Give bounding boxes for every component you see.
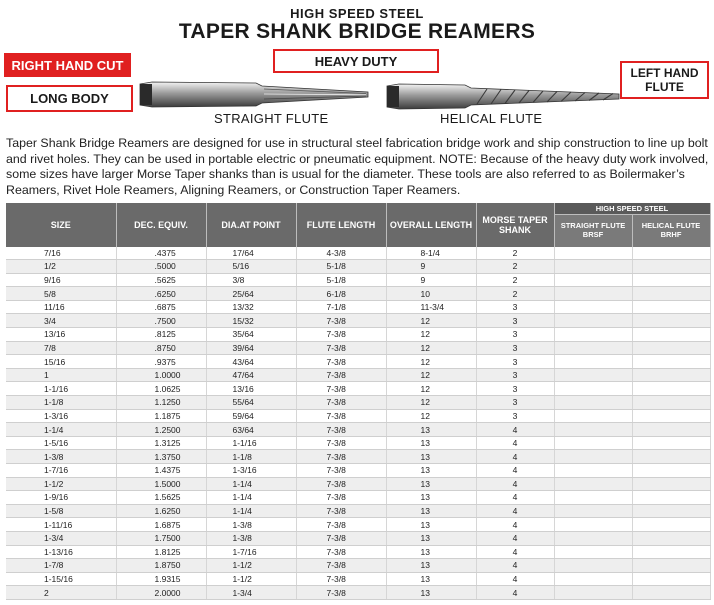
table-row	[6, 436, 710, 450]
straight-flute-cell	[554, 287, 632, 301]
helical-flute-cell	[632, 518, 710, 532]
helical-flute-cell	[632, 436, 710, 450]
size-cell: 1-5/8	[6, 504, 116, 518]
helical-flute-cell	[632, 341, 710, 355]
table-row	[6, 531, 710, 545]
flute-length-cell: 7-3/8	[296, 586, 386, 600]
overall-length-cell: 9	[386, 273, 476, 287]
table-body	[6, 247, 710, 600]
col-header-morse-taper-shank: MORSE TAPER SHANK	[476, 203, 554, 247]
dia-at-point-cell: 47/64	[206, 368, 296, 382]
straight-flute-cell	[554, 464, 632, 478]
size-cell: 3/4	[6, 314, 116, 328]
flute-length-cell: 7-3/8	[296, 491, 386, 505]
overall-length-cell: 13	[386, 504, 476, 518]
dec-equiv-cell: .8750	[116, 341, 206, 355]
dec-equiv-cell: .4375	[116, 247, 206, 260]
overall-length-cell: 12	[386, 314, 476, 328]
dec-equiv-cell: 1.0625	[116, 382, 206, 396]
morse-taper-cell: 3	[476, 355, 554, 369]
size-cell: 5/8	[6, 287, 116, 301]
dia-at-point-cell: 1-1/4	[206, 504, 296, 518]
reamer-spec-table	[6, 203, 711, 600]
overall-length-cell: 12	[386, 382, 476, 396]
straight-flute-cell	[554, 491, 632, 505]
morse-taper-cell: 3	[476, 341, 554, 355]
helical-flute-cell	[632, 559, 710, 573]
table-row	[6, 314, 710, 328]
helical-flute-cell	[632, 586, 710, 600]
flute-length-cell: 7-3/8	[296, 314, 386, 328]
size-cell: 15/16	[6, 355, 116, 369]
overall-length-cell: 9	[386, 260, 476, 274]
table-row	[6, 423, 710, 437]
table-row	[6, 396, 710, 410]
flute-length-cell: 7-3/8	[296, 396, 386, 410]
dec-equiv-cell: 1.6875	[116, 518, 206, 532]
straight-flute-cell	[554, 518, 632, 532]
table-row	[6, 260, 710, 274]
dec-equiv-cell: .6875	[116, 300, 206, 314]
dec-equiv-cell: .8125	[116, 328, 206, 342]
dia-at-point-cell: 1-7/16	[206, 545, 296, 559]
size-cell: 1-9/16	[6, 491, 116, 505]
size-cell: 13/16	[6, 328, 116, 342]
morse-taper-cell: 2	[476, 247, 554, 260]
table-row	[6, 477, 710, 491]
size-cell: 7/16	[6, 247, 116, 260]
straight-flute-cell	[554, 423, 632, 437]
overall-length-cell: 13	[386, 464, 476, 478]
overall-length-cell: 12	[386, 341, 476, 355]
dec-equiv-cell: 1.4375	[116, 464, 206, 478]
dia-at-point-cell: 39/64	[206, 341, 296, 355]
size-cell: 11/16	[6, 300, 116, 314]
overall-length-cell: 13	[386, 518, 476, 532]
straight-flute-cell	[554, 368, 632, 382]
helical-flute-cell	[632, 314, 710, 328]
size-cell: 1-3/8	[6, 450, 116, 464]
straight-flute-cell	[554, 328, 632, 342]
dia-at-point-cell: 13/32	[206, 300, 296, 314]
straight-flute-caption: STRAIGHT FLUTE	[214, 111, 329, 126]
overall-length-cell: 8-1/4	[386, 247, 476, 260]
flute-length-cell: 7-3/8	[296, 341, 386, 355]
dia-at-point-cell: 1-3/8	[206, 518, 296, 532]
helical-flute-cell	[632, 423, 710, 437]
col-header-dec-equiv: DEC. EQUIV.	[116, 203, 206, 247]
dia-at-point-cell: 1-3/16	[206, 464, 296, 478]
flute-length-cell: 7-3/8	[296, 355, 386, 369]
col-header-size: SIZE	[6, 203, 116, 247]
dia-at-point-cell: 35/64	[206, 328, 296, 342]
size-cell: 1	[6, 368, 116, 382]
table-row	[6, 559, 710, 573]
straight-flute-cell	[554, 545, 632, 559]
flute-length-cell: 7-3/8	[296, 572, 386, 586]
helical-flute-cell	[632, 491, 710, 505]
right-hand-cut-badge: RIGHT HAND CUT	[4, 53, 131, 77]
dia-at-point-cell: 5/16	[206, 260, 296, 274]
overall-length-cell: 13	[386, 450, 476, 464]
morse-taper-cell: 4	[476, 559, 554, 573]
table-row	[6, 572, 710, 586]
dia-at-point-cell: 55/64	[206, 396, 296, 410]
size-cell: 1-3/4	[6, 531, 116, 545]
straight-flute-cell	[554, 409, 632, 423]
morse-taper-cell: 4	[476, 436, 554, 450]
table-row	[6, 273, 710, 287]
overall-length-cell: 13	[386, 436, 476, 450]
overall-length-cell: 13	[386, 531, 476, 545]
flute-length-cell: 7-3/8	[296, 436, 386, 450]
col-header-dia-at-point: DIA.AT POINT	[206, 203, 296, 247]
table-row	[6, 368, 710, 382]
morse-taper-cell: 4	[476, 545, 554, 559]
morse-taper-cell: 4	[476, 518, 554, 532]
dec-equiv-cell: 1.8750	[116, 559, 206, 573]
morse-taper-cell: 3	[476, 396, 554, 410]
straight-flute-reamer-image	[138, 78, 370, 112]
table-row	[6, 464, 710, 478]
dec-equiv-cell: 1.9315	[116, 572, 206, 586]
dec-equiv-cell: 1.0000	[116, 368, 206, 382]
dec-equiv-cell: 1.6250	[116, 504, 206, 518]
size-cell: 1-7/8	[6, 559, 116, 573]
straight-flute-cell	[554, 396, 632, 410]
overall-length-cell: 12	[386, 328, 476, 342]
flute-length-cell: 5-1/8	[296, 273, 386, 287]
flute-length-cell: 7-3/8	[296, 409, 386, 423]
table-row	[6, 545, 710, 559]
helical-flute-cell	[632, 382, 710, 396]
overall-length-cell: 13	[386, 545, 476, 559]
morse-taper-cell: 2	[476, 287, 554, 301]
dec-equiv-cell: 1.7500	[116, 531, 206, 545]
overall-length-cell: 13	[386, 423, 476, 437]
flute-length-cell: 7-3/8	[296, 450, 386, 464]
dec-equiv-cell: 1.2500	[116, 423, 206, 437]
size-cell: 1-13/16	[6, 545, 116, 559]
morse-taper-cell: 3	[476, 409, 554, 423]
flute-length-cell: 7-3/8	[296, 368, 386, 382]
table-row	[6, 491, 710, 505]
morse-taper-cell: 3	[476, 314, 554, 328]
helical-flute-cell	[632, 260, 710, 274]
helical-flute-cell	[632, 247, 710, 260]
col-header-flute-length: FLUTE LENGTH	[296, 203, 386, 247]
dia-at-point-cell: 1-1/4	[206, 477, 296, 491]
morse-taper-cell: 4	[476, 423, 554, 437]
size-cell: 1-5/16	[6, 436, 116, 450]
col-header-helical-flute: HELICAL FLUTE BRHF	[632, 215, 710, 247]
table-row	[6, 300, 710, 314]
helical-flute-cell	[632, 545, 710, 559]
overall-length-cell: 13	[386, 572, 476, 586]
size-cell: 1-1/4	[6, 423, 116, 437]
straight-flute-cell	[554, 247, 632, 260]
helical-flute-caption: HELICAL FLUTE	[440, 111, 543, 126]
morse-taper-cell: 3	[476, 382, 554, 396]
dia-at-point-cell: 3/8	[206, 273, 296, 287]
straight-flute-cell	[554, 504, 632, 518]
dia-at-point-cell: 13/16	[206, 382, 296, 396]
helical-flute-cell	[632, 409, 710, 423]
flute-length-cell: 7-3/8	[296, 423, 386, 437]
morse-taper-cell: 2	[476, 260, 554, 274]
straight-flute-cell	[554, 436, 632, 450]
dec-equiv-cell: 2.0000	[116, 586, 206, 600]
table-row	[6, 341, 710, 355]
morse-taper-cell: 4	[476, 504, 554, 518]
size-cell: 1/2	[6, 260, 116, 274]
size-cell: 7/8	[6, 341, 116, 355]
size-cell: 1-3/16	[6, 409, 116, 423]
dec-equiv-cell: 1.5000	[116, 477, 206, 491]
helical-flute-reamer-image	[385, 80, 621, 114]
morse-taper-cell: 4	[476, 531, 554, 545]
dia-at-point-cell: 1-1/2	[206, 572, 296, 586]
overall-length-cell: 11-3/4	[386, 300, 476, 314]
dia-at-point-cell: 1-1/16	[206, 436, 296, 450]
overall-length-cell: 12	[386, 368, 476, 382]
straight-flute-cell	[554, 477, 632, 491]
dec-equiv-cell: .7500	[116, 314, 206, 328]
straight-flute-cell	[554, 300, 632, 314]
long-body-badge: LONG BODY	[6, 85, 133, 112]
morse-taper-cell: 4	[476, 477, 554, 491]
morse-taper-cell: 4	[476, 586, 554, 600]
table-row	[6, 518, 710, 532]
helical-flute-cell	[632, 368, 710, 382]
morse-taper-cell: 4	[476, 491, 554, 505]
dec-equiv-cell: .5625	[116, 273, 206, 287]
helical-flute-cell	[632, 464, 710, 478]
helical-flute-cell	[632, 300, 710, 314]
dec-equiv-cell: 1.3750	[116, 450, 206, 464]
straight-flute-cell	[554, 586, 632, 600]
straight-flute-cell	[554, 273, 632, 287]
flute-length-cell: 7-3/8	[296, 559, 386, 573]
dia-at-point-cell: 1-3/4	[206, 586, 296, 600]
flute-length-cell: 6-1/8	[296, 287, 386, 301]
table-row	[6, 355, 710, 369]
description-paragraph: Taper Shank Bridge Reamers are designed for use in structural steel fabrication bridge work and ship construction to line up bolt and rivet holes. They can be used in portable electric or pneumatic equipment. NOTE: Because of the heavy duty work involved, some sizes have larger Morse Taper shanks than is usual for the diameter. These tools are also referred to as Boilermaker’s Reamers, Rivet Hole Reamers, Aligning Reamers, or Construction Taper Reamers.	[6, 136, 709, 197]
dia-at-point-cell: 17/64	[206, 247, 296, 260]
table-row	[6, 287, 710, 301]
size-cell: 1-1/16	[6, 382, 116, 396]
size-cell: 1-1/2	[6, 477, 116, 491]
size-cell: 1-15/16	[6, 572, 116, 586]
size-cell: 1-11/16	[6, 518, 116, 532]
flute-length-cell: 7-3/8	[296, 464, 386, 478]
straight-flute-cell	[554, 355, 632, 369]
dia-at-point-cell: 43/64	[206, 355, 296, 369]
table-row	[6, 450, 710, 464]
straight-flute-cell	[554, 314, 632, 328]
col-header-straight-flute: STRAIGHT FLUTE BRSF	[554, 215, 632, 247]
morse-taper-cell: 2	[476, 273, 554, 287]
flute-length-cell: 7-3/8	[296, 477, 386, 491]
helical-flute-cell	[632, 328, 710, 342]
table-row	[6, 328, 710, 342]
flute-length-cell: 7-3/8	[296, 518, 386, 532]
col-header-high-speed-steel: HIGH SPEED STEEL	[554, 203, 710, 215]
flute-length-cell: 7-3/8	[296, 504, 386, 518]
helical-flute-cell	[632, 396, 710, 410]
dia-at-point-cell: 1-1/8	[206, 450, 296, 464]
flute-length-cell: 7-3/8	[296, 545, 386, 559]
helical-flute-cell	[632, 287, 710, 301]
table-row	[6, 586, 710, 600]
flute-length-cell: 7-3/8	[296, 382, 386, 396]
helical-flute-cell	[632, 450, 710, 464]
straight-flute-cell	[554, 572, 632, 586]
straight-flute-cell	[554, 341, 632, 355]
flute-length-cell: 4-3/8	[296, 247, 386, 260]
dec-equiv-cell: .9375	[116, 355, 206, 369]
flute-length-cell: 7-3/8	[296, 531, 386, 545]
straight-flute-cell	[554, 382, 632, 396]
left-hand-flute-badge: LEFT HAND FLUTE	[620, 61, 709, 99]
size-cell: 9/16	[6, 273, 116, 287]
helical-flute-cell	[632, 477, 710, 491]
dec-equiv-cell: 1.8125	[116, 545, 206, 559]
morse-taper-cell: 4	[476, 464, 554, 478]
dec-equiv-cell: 1.5625	[116, 491, 206, 505]
straight-flute-cell	[554, 531, 632, 545]
overall-length-cell: 13	[386, 586, 476, 600]
dec-equiv-cell: 1.3125	[116, 436, 206, 450]
flute-length-cell: 7-1/8	[296, 300, 386, 314]
helical-flute-cell	[632, 531, 710, 545]
dia-at-point-cell: 25/64	[206, 287, 296, 301]
flute-length-cell: 7-3/8	[296, 328, 386, 342]
morse-taper-cell: 3	[476, 328, 554, 342]
flute-length-cell: 5-1/8	[296, 260, 386, 274]
supertitle: HIGH SPEED STEEL	[290, 6, 424, 21]
morse-taper-cell: 4	[476, 450, 554, 464]
table-row	[6, 409, 710, 423]
helical-flute-cell	[632, 572, 710, 586]
table-row	[6, 382, 710, 396]
page-title: TAPER SHANK BRIDGE REAMERS	[178, 20, 536, 43]
overall-length-cell: 12	[386, 409, 476, 423]
helical-flute-cell	[632, 504, 710, 518]
morse-taper-cell: 4	[476, 572, 554, 586]
col-header-overall-length: OVERALL LENGTH	[386, 203, 476, 247]
table-row	[6, 247, 710, 260]
dia-at-point-cell: 1-3/8	[206, 531, 296, 545]
overall-length-cell: 13	[386, 559, 476, 573]
morse-taper-cell: 3	[476, 368, 554, 382]
helical-flute-cell	[632, 273, 710, 287]
dec-equiv-cell: 1.1250	[116, 396, 206, 410]
dec-equiv-cell: .5000	[116, 260, 206, 274]
helical-flute-cell	[632, 355, 710, 369]
overall-length-cell: 13	[386, 491, 476, 505]
straight-flute-cell	[554, 450, 632, 464]
dec-equiv-cell: 1.1875	[116, 409, 206, 423]
overall-length-cell: 12	[386, 396, 476, 410]
overall-length-cell: 10	[386, 287, 476, 301]
size-cell: 2	[6, 586, 116, 600]
dia-at-point-cell: 1-1/2	[206, 559, 296, 573]
straight-flute-cell	[554, 559, 632, 573]
dec-equiv-cell: .6250	[116, 287, 206, 301]
table-row	[6, 504, 710, 518]
overall-length-cell: 12	[386, 355, 476, 369]
straight-flute-cell	[554, 260, 632, 274]
size-cell: 1-1/8	[6, 396, 116, 410]
dia-at-point-cell: 15/32	[206, 314, 296, 328]
size-cell: 1-7/16	[6, 464, 116, 478]
dia-at-point-cell: 1-1/4	[206, 491, 296, 505]
dia-at-point-cell: 59/64	[206, 409, 296, 423]
dia-at-point-cell: 63/64	[206, 423, 296, 437]
overall-length-cell: 13	[386, 477, 476, 491]
heavy-duty-badge: HEAVY DUTY	[273, 49, 439, 73]
morse-taper-cell: 3	[476, 300, 554, 314]
